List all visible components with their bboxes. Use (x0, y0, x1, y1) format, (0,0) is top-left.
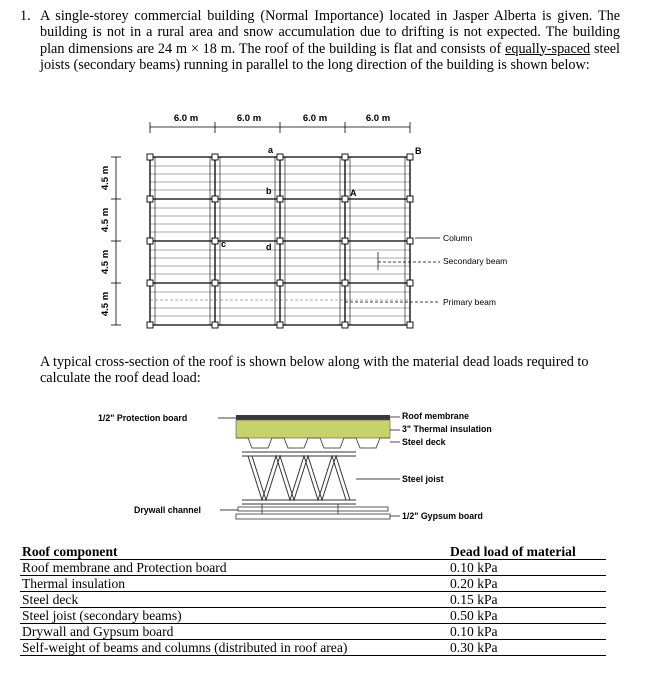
problem-text-underlined: equally-spaced (505, 40, 591, 57)
side-dimension-line (111, 157, 121, 325)
table-cell-component: Self-weight of beams and columns (distributed in roof area) (20, 640, 442, 656)
label-steel-joist: Steel joist (402, 474, 444, 484)
table-cell-load: 0.20 kPa (442, 576, 606, 592)
table-cell-component: Steel joist (secondary beams) (20, 608, 442, 624)
section-intro: A typical cross-section of the roof is shown below along with the material dead loads required to calculate the roof dead load: (40, 354, 589, 387)
legend-primary-beam: Primary beam (443, 297, 496, 307)
label-protection-board: 1/2" Protection board (98, 413, 188, 423)
legend-leaders (345, 238, 440, 302)
table-cell-component: Roof membrane and Protection board (20, 560, 442, 576)
legend-column: Column (443, 233, 473, 243)
point-A: A (350, 188, 357, 198)
label-gypsum-board: 1/2" Gypsum board (402, 511, 483, 521)
table-header-load: Dead load of material (442, 544, 606, 560)
table-row (20, 608, 606, 624)
steel-deck-layer (236, 438, 390, 448)
label-thermal-insulation: 3" Thermal insulation (402, 424, 492, 434)
label-drywall-channel: Drywall channel (134, 505, 201, 515)
top-dim-3: 6.0 m (302, 113, 328, 124)
table-row (20, 560, 606, 576)
table-cell-load: 0.30 kPa (442, 640, 606, 656)
table-cell-load: 0.15 kPa (442, 592, 606, 608)
table-row (20, 576, 606, 592)
problem-number: 1. (20, 8, 31, 24)
top-dim-2: 6.0 m (236, 113, 262, 124)
gypsum-board-layer (236, 514, 390, 519)
table-row (20, 640, 606, 656)
side-dim-3: 4.5 m (100, 249, 111, 275)
side-dim-4: 4.5 m (100, 291, 111, 317)
protection-board-layer (236, 415, 390, 420)
top-dim-1: 6.0 m (173, 113, 199, 124)
table-cell-load: 0.10 kPa (442, 624, 606, 640)
table-header-component: Roof component (20, 544, 442, 560)
label-roof-membrane: Roof membrane (402, 411, 469, 421)
thermal-insulation-layer (236, 420, 390, 438)
table-cell-component: Steel deck (20, 592, 442, 608)
point-B: B (415, 146, 422, 156)
problem-text-part1: A single-storey commercial building (Normal Importance) located in Jasper Alberta is given. The building is not in a rural area and snow accumulation due to drifting is not expected. The building plan dimensions are 24 m × 18 m. The roof of the building is flat and consists of (40, 8, 620, 57)
point-d: d (266, 242, 272, 252)
dead-load-table (20, 544, 606, 656)
label-steel-deck: Steel deck (402, 437, 446, 447)
point-c: c (221, 239, 227, 249)
table-cell-load: 0.10 kPa (442, 560, 606, 576)
table-row (20, 624, 606, 640)
table-cell-load: 0.50 kPa (442, 608, 606, 624)
top-dim-4: 6.0 m (365, 113, 391, 124)
legend-secondary-beam: Secondary beam (443, 256, 508, 266)
table-header-row (20, 544, 606, 560)
point-b: b (266, 186, 272, 196)
problem-text-part2: steel joists (secondary beams) running in parallel to the long direction of the building is shown below: (40, 40, 620, 73)
table-row (20, 592, 606, 608)
steel-joist (242, 452, 356, 504)
roof-cross-section (98, 411, 492, 521)
table-cell-component: Drywall and Gypsum board (20, 624, 442, 640)
point-a: a (268, 145, 274, 155)
side-dim-2: 4.5 m (100, 207, 111, 233)
table-cell-component: Thermal insulation (20, 576, 442, 592)
side-dim-1: 4.5 m (100, 165, 111, 191)
